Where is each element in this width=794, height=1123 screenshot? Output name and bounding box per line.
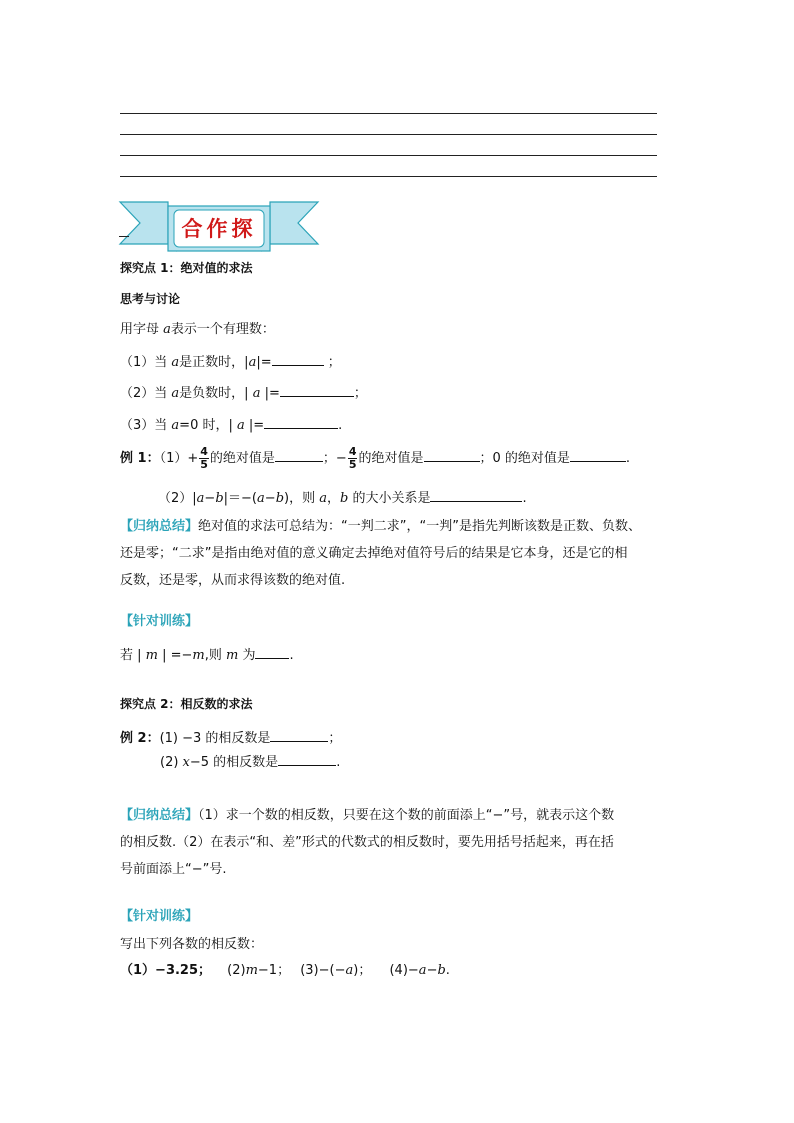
training-2-item-2: (2)m−1；	[227, 963, 291, 978]
training-2-items	[120, 962, 450, 980]
example-1-part-1: 例 1：（1）+ $\frac{4}{5}$ 的绝对值是 ；− $\frac{4}{5}$ 的绝对值是 ；0 的绝对值是 .	[120, 445, 631, 471]
summary-2-line-1: （1）求一个数的相反数，只要在这个数的前面添上“−”号，就表示这个数	[198, 808, 615, 823]
training-2-intro: 写出下列各数的相反数：	[120, 937, 264, 952]
answer-blank-ex1-2[interactable]	[430, 489, 522, 502]
training-2-item-1: （1）−3.25；	[120, 963, 212, 978]
answer-blank-q2[interactable]	[280, 384, 354, 397]
question-3: （3）当 a=0 时，| a |= .	[120, 418, 343, 433]
summary-2-line-3: 号前面添上“−”号.	[120, 862, 227, 877]
summary-2	[120, 802, 680, 883]
summary-2-line-2: 的相反数.（2）在表示“和、差”形式的代数式的相反数时，要先用括号括起来，再在括	[120, 835, 614, 850]
example-2-part-1: 例 2：(1) −3 的相反数是 ；	[120, 731, 342, 746]
answer-blank-ex1-a[interactable]	[275, 449, 323, 462]
answer-line-1	[120, 113, 657, 114]
question-1: （1）当 a是正数时，|a|= ；	[120, 355, 341, 370]
example-1-part-2: （2）|a−b|＝−(a−b)，则 a，b 的大小关系是 .	[158, 491, 527, 506]
training-2-item-4: (4)−a−b.	[389, 963, 450, 978]
answer-blank-ex1-c[interactable]	[570, 449, 626, 462]
question-2: （2）当 a是负数时，| a |= ；	[120, 386, 367, 401]
answer-blank-ex2-2[interactable]	[278, 753, 336, 766]
answer-line-2	[120, 134, 657, 135]
section1-intro: 用字母 a表示一个有理数：	[120, 322, 275, 337]
section2-heading: 探究点 2：相反数的求法	[120, 697, 253, 711]
summary-1	[120, 513, 680, 594]
answer-blank-q1[interactable]	[272, 353, 324, 366]
banner-dash	[119, 236, 129, 237]
summary-1-label: 【归纳总结】	[120, 519, 199, 534]
fraction-four-fifths: $\frac{4}{5}$	[200, 445, 208, 471]
section-banner	[118, 198, 320, 258]
answer-blank-ex2-1[interactable]	[270, 729, 328, 742]
training-2-label: 【针对训练】	[120, 909, 199, 924]
answer-line-4	[120, 176, 657, 177]
section1-subheading: 思考与讨论	[120, 292, 181, 306]
summary-1-line-3: 反数，还是零，从而求得该数的绝对值.	[120, 573, 346, 588]
summary-2-label: 【归纳总结】	[120, 808, 199, 823]
answer-line-3	[120, 155, 657, 156]
training-1-question: 若 | m | =−m,则 m 为 .	[120, 648, 294, 663]
answer-blank-training-1[interactable]	[255, 646, 289, 659]
banner-title: 合作探	[181, 217, 257, 241]
training-2-item-3: (3)−(−a)；	[300, 963, 372, 978]
answer-blank-ex1-b[interactable]	[424, 449, 480, 462]
summary-1-line-2: 还是零；“二求”是指由绝对值的意义确定去掉绝对值符号后的结果是它本身，还是它的相	[120, 546, 628, 561]
fraction-four-fifths-neg: $\frac{4}{5}$	[348, 445, 357, 471]
summary-1-line-1: 绝对值的求法可总结为：“一判二求”，“一判”是指先判断该数是正数、负数、	[198, 519, 641, 534]
training-1-label: 【针对训练】	[120, 614, 199, 629]
answer-blank-q3[interactable]	[264, 416, 338, 429]
section1-heading: 探究点 1：绝对值的求法	[120, 261, 253, 275]
example-2-part-2: (2) x−5 的相反数是 .	[160, 755, 341, 770]
